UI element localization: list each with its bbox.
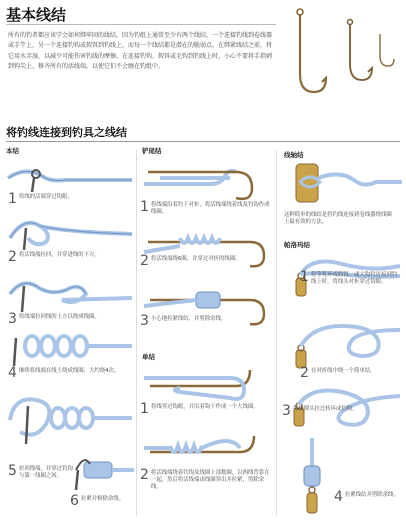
section-subtitle: 将钓线连接到钓具之线结 bbox=[6, 126, 127, 139]
col1-heading: 本结 bbox=[6, 147, 19, 155]
col3-step-3 bbox=[282, 404, 362, 418]
col1-step-2 bbox=[8, 250, 128, 264]
step-number: 1 bbox=[8, 191, 17, 207]
col1-fig-1 bbox=[6, 158, 134, 192]
step-number: 6 bbox=[70, 493, 79, 509]
col2-uni-step-2 bbox=[140, 468, 274, 491]
col3-fig-4 bbox=[282, 438, 342, 516]
step-caption: 将等将环成假饵、或大钩钓连接到钓线上时，将线头对折穿过钩眼。 bbox=[310, 272, 398, 285]
step-caption: 将线端沿着钓干对折，将活线端绕着线及钓钩作成线圈。 bbox=[150, 202, 270, 215]
step-number: 2 bbox=[140, 467, 149, 483]
step-number: 3 bbox=[140, 313, 149, 329]
step-number: 4 bbox=[8, 365, 17, 381]
col2-heading-2: 单结 bbox=[142, 353, 155, 361]
col1-fig-5 bbox=[6, 390, 134, 444]
subtitle-rule bbox=[6, 141, 400, 142]
step-caption: 将线端拉回线的上方以绕成线圈。 bbox=[18, 314, 100, 320]
step-caption: 小心地拉紧线结，并剪除余线。 bbox=[150, 316, 227, 322]
step-number: 1 bbox=[300, 269, 309, 285]
col1-fig-2 bbox=[6, 212, 134, 250]
col3-heading: 线轴结 bbox=[284, 151, 304, 159]
col1-fig-4 bbox=[6, 328, 134, 366]
col2-heading: 铲尾结 bbox=[142, 147, 162, 155]
col2-step-3 bbox=[140, 314, 240, 328]
divider-2 bbox=[276, 150, 277, 516]
col3-step-1 bbox=[300, 270, 400, 286]
col1-step-6 bbox=[70, 494, 134, 508]
step-number: 1 bbox=[140, 401, 149, 417]
step-caption: 将线的活端穿过钩眼。 bbox=[18, 194, 73, 200]
col1-step-4 bbox=[8, 366, 128, 380]
col3-step-4 bbox=[334, 490, 400, 504]
col3-spool-fig bbox=[280, 160, 402, 206]
step-caption: 将线圈头拉过转环或钓钩。 bbox=[292, 406, 358, 412]
col1-fig-6 bbox=[70, 450, 134, 490]
step-number: 2 bbox=[8, 249, 17, 265]
col1-fig-3 bbox=[6, 272, 134, 312]
step-number: 2 bbox=[300, 365, 309, 381]
divider-1 bbox=[136, 150, 137, 516]
step-caption: 将活线端拉回，并穿进线的下方。 bbox=[18, 252, 100, 258]
step-number: 1 bbox=[140, 199, 149, 215]
col3-heading-2: 帕洛玛结 bbox=[284, 241, 310, 249]
col1-step-5 bbox=[8, 464, 78, 480]
step-number: 4 bbox=[334, 489, 343, 505]
step-caption: 将线穿过钩眼，并沿着钩干作成一个大线圈。 bbox=[150, 404, 259, 410]
col2-step-2 bbox=[140, 254, 272, 268]
fishhooks-illustration bbox=[280, 4, 400, 112]
page-title: 基本线结 bbox=[6, 6, 67, 24]
step-caption: 将活线端绕6圈，并穿过对折的线圈。 bbox=[150, 256, 241, 262]
col3-note: 这种简单的线结是将钓线连接到卷线器绕线圈上最有效的方法。 bbox=[284, 212, 392, 225]
col2-fig-1 bbox=[140, 158, 274, 202]
step-caption: 将活线端绕着钓钩及线圈上部数圈，以两线背靠在一起，然后将活线端由线圈穿出并拉紧，剪除余线。 bbox=[150, 470, 270, 490]
step-number: 3 bbox=[282, 403, 291, 419]
col3-step-2 bbox=[300, 366, 400, 380]
step-caption: 继续将线端在线上绕成线圈，大约绕4次。 bbox=[18, 368, 120, 374]
step-caption: 拉紧线结并剪除余线。 bbox=[344, 492, 399, 498]
step-caption: 在对折线中绕一个简单结。 bbox=[310, 368, 376, 374]
step-caption: 拉紧并修除余线。 bbox=[80, 496, 125, 502]
col2-fig-4 bbox=[140, 362, 274, 406]
col2-step-1 bbox=[140, 200, 272, 216]
step-number: 2 bbox=[140, 253, 149, 269]
step-number: 3 bbox=[8, 311, 17, 327]
col2-fig-5 bbox=[140, 428, 274, 468]
step-caption: 拉回线端，并穿过钓钩与第一线圈之间。 bbox=[18, 466, 73, 479]
col1-step-1 bbox=[8, 192, 128, 206]
step-number: 5 bbox=[8, 463, 17, 479]
col1-step-3 bbox=[8, 312, 128, 326]
col2-uni-step-1 bbox=[140, 402, 272, 416]
title-rule bbox=[6, 24, 276, 25]
intro-paragraph: 所有的钓者都应该学会如何绑牢固的线结，因为钓组上通常至少有两个线结，一个连接钓线到卷线器或手竿上，另一个连接钓钩或假饵到钓线上。而每一个线结都是潜在的脆弱点。在绑紧线结之前，将它用水弄湿，以减少可能伤害钓线的摩擦。在连接钓钩、假饵或毛钩到钓线上时，小心不要将手指刺到钩尖上，修齐所有的活线端，以使它们不会缠在钓组中。 bbox=[8, 32, 273, 71]
